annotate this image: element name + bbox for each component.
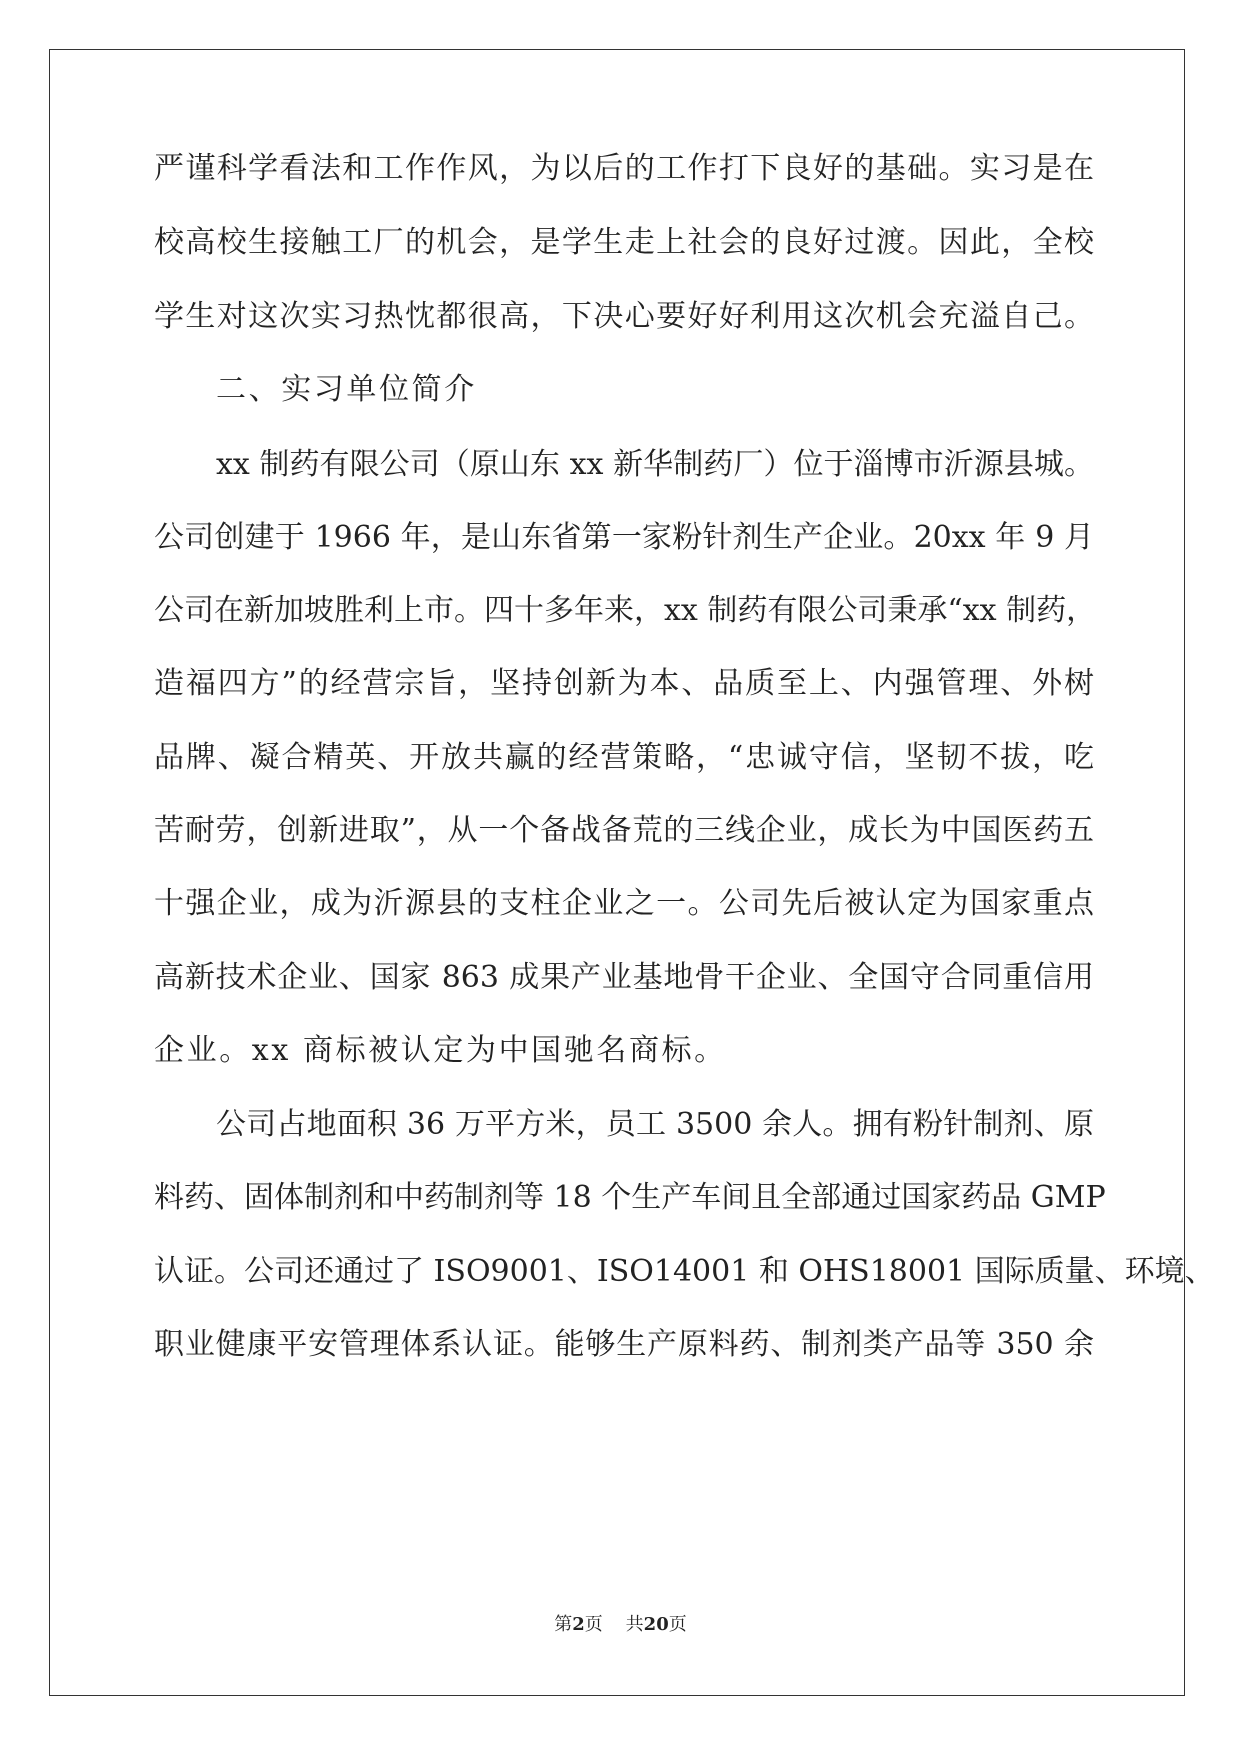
current-page-number: 2 (572, 1614, 585, 1635)
body-line: xx 制药有限公司（原山东 xx 新华制药厂）位于淄博市沂源县城。 (216, 447, 1094, 482)
body-line: 高新技术企业、国家 863 成果产业基地骨干企业、全国守合同重信用 (154, 960, 1094, 995)
body-line: 校高校生接触工厂的机会，是学生走上社会的良好过渡。因此，全校 (154, 225, 1094, 260)
body-line: 学生对这次实习热忱都很高，下决心要好好利用这次机会充溢自己。 (154, 299, 1094, 334)
page-footer (0, 1613, 1241, 1637)
body-line: 品牌、凝合精英、开放共赢的经营策略，“忠诚守信，坚韧不拔，吃 (154, 740, 1094, 775)
body-line: 造福四方”的经营宗旨，坚持创新为本、品质至上、内强管理、外树 (154, 666, 1094, 701)
body-line: 公司在新加坡胜利上市。四十多年来，xx 制药有限公司秉承“xx 制药， (154, 593, 1097, 628)
body-line: 认证。公司还通过了 ISO9001、ISO14001 和 OHS18001 国际质量、环境、 (154, 1254, 1215, 1289)
footer-suffix: 页 (668, 1614, 687, 1635)
section-heading: 二、实习单位简介 (216, 372, 477, 407)
body-line: 职业健康平安管理体系认证。能够生产原料药、制剂类产品等 350 余 (154, 1327, 1094, 1362)
footer-middle: 页 共 (584, 1614, 644, 1635)
body-line: 公司创建于 1966 年，是山东省第一家粉针剂生产企业。20xx 年 9 月 (154, 520, 1094, 555)
body-line: 苦耐劳，创新进取”，从一个备战备荒的三线企业，成长为中国医药五 (154, 813, 1094, 848)
body-line: 企业。xx 商标被认定为中国驰名商标。 (154, 1033, 727, 1068)
body-line: 料药、固体制剂和中药制剂等 18 个生产车间且全部通过国家药品 GMP (154, 1180, 1106, 1215)
total-page-number: 20 (643, 1614, 669, 1635)
body-line: 严谨科学看法和工作作风，为以后的工作打下良好的基础。实习是在 (154, 151, 1094, 186)
body-line: 十强企业，成为沂源县的支柱企业之一。公司先后被认定为国家重点 (154, 886, 1094, 921)
body-line: 公司占地面积 36 万平方米，员工 3500 余人。拥有粉针制剂、原 (216, 1107, 1094, 1142)
footer-prefix: 第 (554, 1614, 573, 1635)
